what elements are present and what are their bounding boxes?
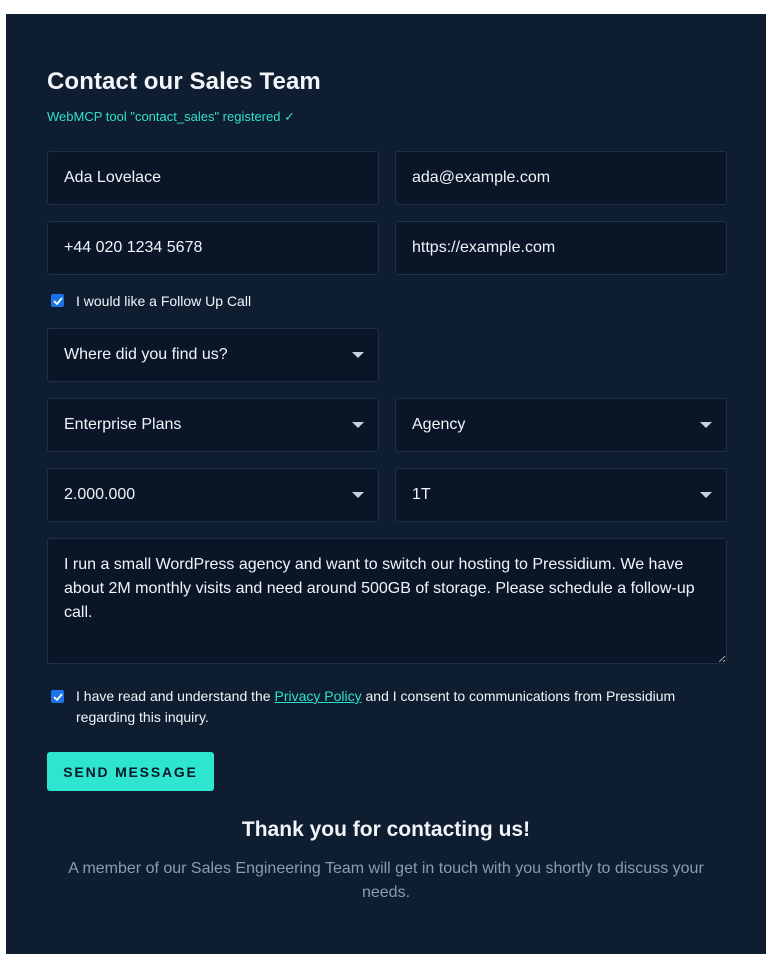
business-type-select-value: Agency [412, 416, 466, 433]
chevron-down-icon [352, 422, 364, 428]
phone-input[interactable] [47, 221, 379, 275]
consent-prefix: I have read and understand the [76, 688, 275, 704]
form-title: Contact our Sales Team [47, 68, 321, 95]
business-type-select[interactable] [395, 398, 727, 452]
chevron-down-icon [352, 352, 364, 358]
source-select[interactable] [47, 328, 379, 382]
contact-form-panel [6, 14, 766, 954]
website-input[interactable] [395, 221, 727, 275]
follow-up-label: I would like a Follow Up Call [76, 293, 252, 309]
follow-up-checkbox[interactable] [51, 294, 64, 307]
consent-text [76, 686, 716, 728]
plan-select-value: Enterprise Plans [64, 416, 182, 433]
chevron-down-icon [700, 422, 712, 428]
email-input[interactable] [395, 151, 727, 205]
consent-suffix: and I consent to communications from Pressidium regarding this inquiry. [76, 688, 676, 725]
privacy-policy-link[interactable]: Privacy Policy [274, 688, 362, 704]
consent-checkbox[interactable] [51, 690, 64, 703]
plan-select[interactable] [47, 398, 379, 452]
check-icon [53, 297, 63, 305]
thank-you-message: A member of our Sales Engineering Team will get in touch with you shortly to discuss your needs. [68, 860, 704, 901]
monthly-visits-select[interactable] [47, 468, 379, 522]
consent-row [51, 689, 716, 728]
thank-you-title: Thank you for contacting us! [241, 818, 531, 841]
storage-select-value: 1T [412, 486, 431, 503]
send-message-button[interactable]: SEND MESSAGE [47, 752, 214, 791]
check-icon [53, 693, 63, 701]
source-select-value: Where did you find us? [64, 346, 228, 363]
tool-status-text: WebMCP tool "contact_sales" registered ✓ [47, 109, 295, 124]
chevron-down-icon [352, 492, 364, 498]
storage-select[interactable] [395, 468, 727, 522]
name-input[interactable] [47, 151, 379, 205]
follow-up-row [51, 293, 251, 309]
monthly-visits-select-value: 2.000.000 [64, 486, 136, 503]
message-textarea[interactable] [47, 538, 727, 664]
chevron-down-icon [700, 492, 712, 498]
